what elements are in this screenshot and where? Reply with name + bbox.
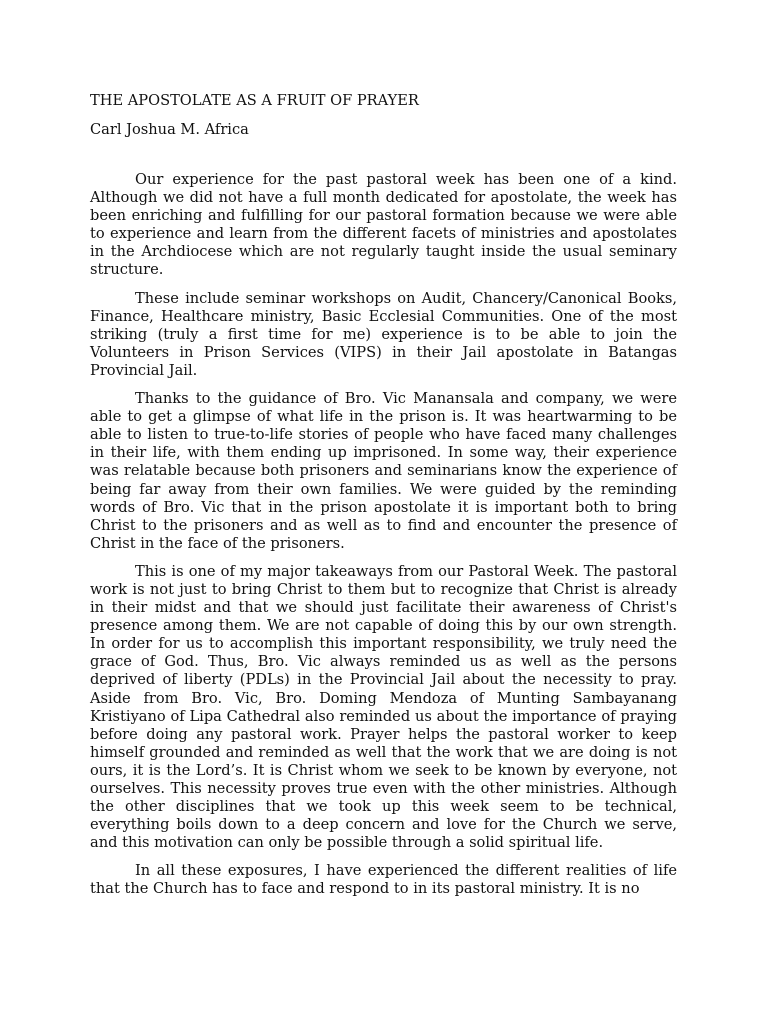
document-author: Carl Joshua M. Africa [90, 121, 249, 138]
document-content [90, 92, 677, 909]
paragraph-1: Our experience for the past pastoral week has been one of a kind. Although we did not have a full month dedicated for apostolate, the week has been enriching and fulfilling for our pastoral formation because we were able to experience and learn from the different facets of ministries and apostolates in the Archdiocese which are not regularly taught inside the usual seminary structure. [90, 171, 677, 279]
paragraph-2: These include seminar workshops on Audit, Chancery/Canonical Books, Finance, Healthcare ministry, Basic Ecclesial Communities. One of the most striking (truly a first time for me) experience is to be able to join the Volunteers in Prison Services (VIPS) in their Jail apostolate in Batangas Provincial Jail. [90, 289, 677, 379]
paragraph-3: Thanks to the guidance of Bro. Vic Manansala and company, we were able to get a glimpse of what life in the prison is. It was heartwarming to be able to listen to true-to-life stories of people who have faced many challenges in their life, with them ending up imprisoned. In some way, their experience was relatable because both prisoners and seminarians know the experience of being far away from their own families. We were guided by the reminding words of Bro. Vic that in the prison apostolate it is important both to bring Christ to the prisoners and as well as to find and encounter the presence of Christ in the face of the prisoners. [90, 390, 677, 552]
document-body [90, 171, 677, 899]
paragraph-4: This is one of my major takeaways from our Pastoral Week. The pastoral work is not just to bring Christ to them but to recognize that Christ is already in their midst and that we should just facilitate their awareness of Christ's presence among them. We are not capable of doing this by our own strength. In order for us to accomplish this important responsibility, we truly need the grace of God. Thus, Bro. Vic always reminded us as well as the persons deprived of liberty (PDLs) in the Provincial Jail about the necessity to pray. Aside from Bro. Vic, Bro. Doming Mendoza of Munting Sambayanang Kristiyano of Lipa Cathedral also reminded us about the importance of praying before doing any pastoral work. Prayer helps the pastoral worker to keep himself grounded and reminded as well that the work that we are doing is not ours, it is the Lord’s. It is Christ whom we seek to be known by everyone, not ourselves. This necessity proves true even with the other ministries. Although the other disciplines that we took up this week seem to be technical, everything boils down to a deep concern and love for the Church we serve, and this motivation can only be possible through a solid spiritual life. [90, 562, 677, 852]
paragraph-5: In all these exposures, I have experienced the different realities of life that the Church has to face and respond to in its pastoral ministry. It is no [90, 862, 677, 898]
document-title: THE APOSTOLATE AS A FRUIT OF PRAYER [90, 92, 419, 109]
